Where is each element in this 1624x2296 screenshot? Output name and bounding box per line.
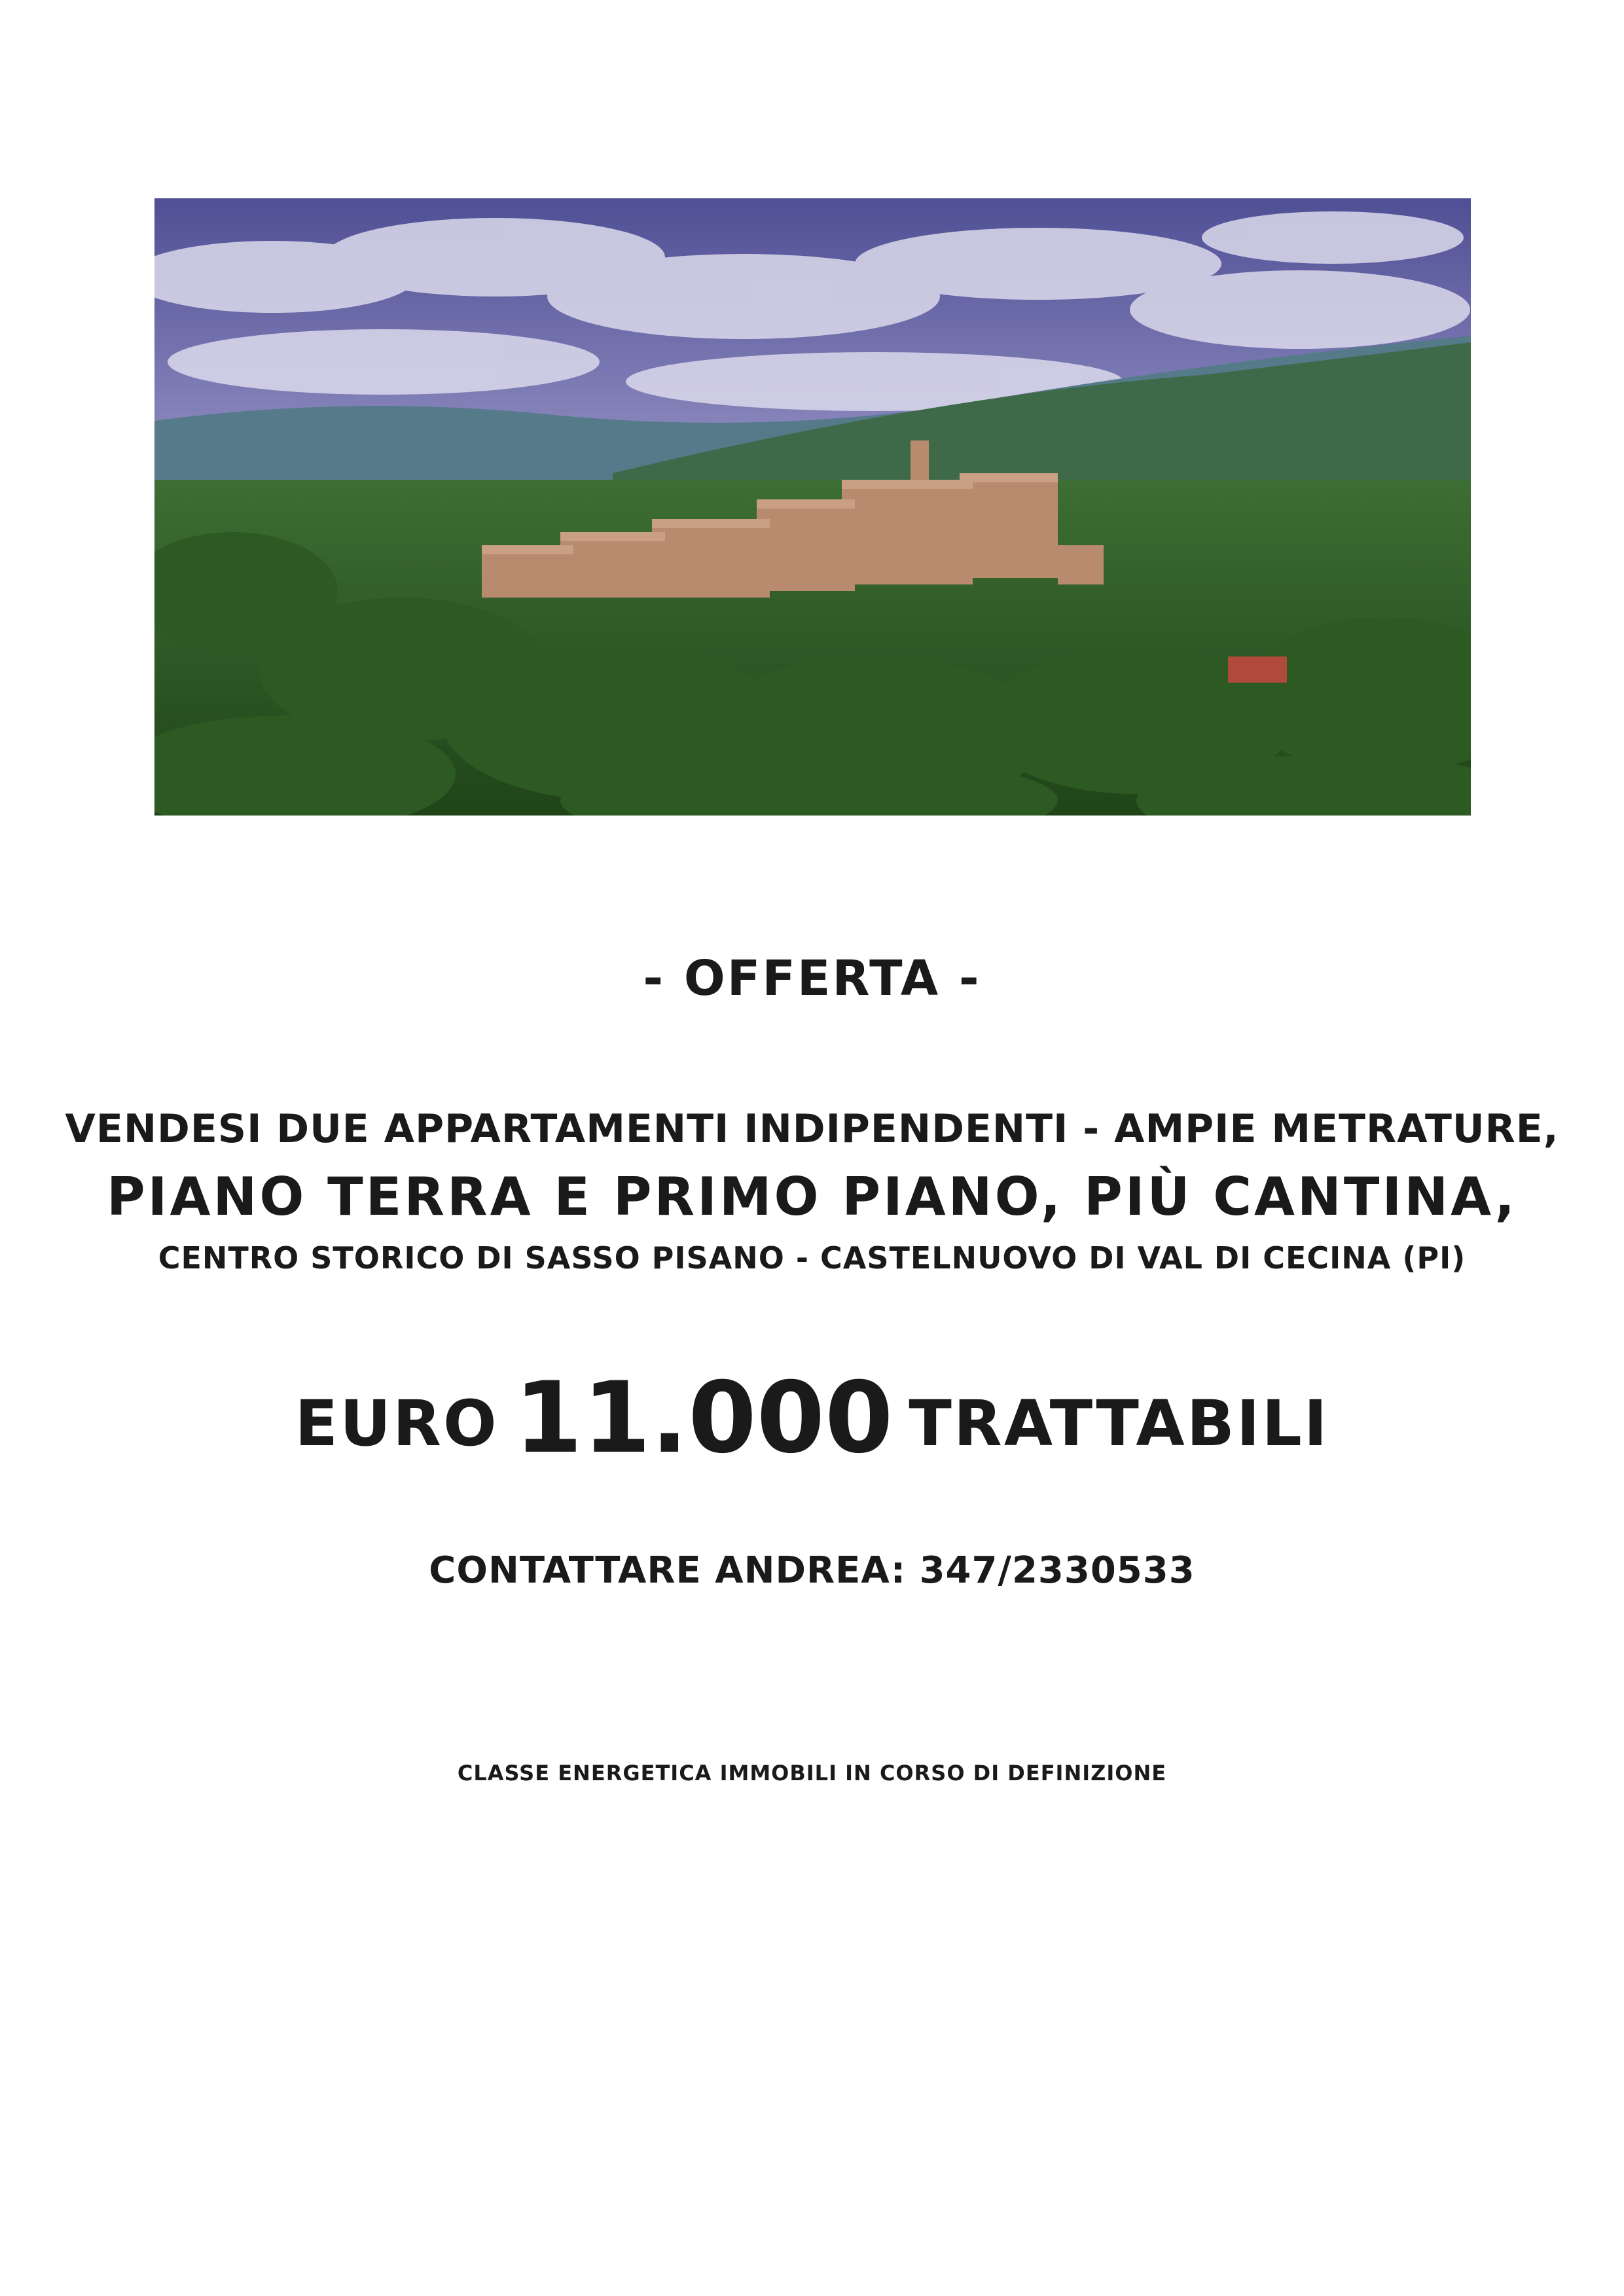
offer-heading: - OFFERTA - [643,950,981,1007]
tennis-court [1228,656,1287,683]
energy-class-note: CLASSE ENERGETICA IMMOBILI IN CORSO DI DEFINIZIONE [457,1761,1167,1785]
description-line-2: PIANO TERRA E PRIMO PIANO, PIÙ CANTINA, [107,1166,1517,1227]
price-prefix: EURO [295,1387,499,1460]
price-line [0,1361,1624,1475]
description-line-3: CENTRO STORICO DI SASSO PISANO - CASTELNUOVO DI VAL DI CECINA (PI) [158,1240,1466,1276]
contact-info: CONTATTARE ANDREA: 347/2330533 [429,1549,1195,1592]
village-landscape-photo [154,198,1471,816]
description-line-1: VENDESI DUE APPARTAMENTI INDIPENDENTI - AMPIE METRATURE, [65,1106,1559,1152]
price-amount: 11.000 [514,1361,893,1475]
landscape-illustration [154,198,1471,816]
price-suffix: TRATTABILI [909,1387,1329,1460]
